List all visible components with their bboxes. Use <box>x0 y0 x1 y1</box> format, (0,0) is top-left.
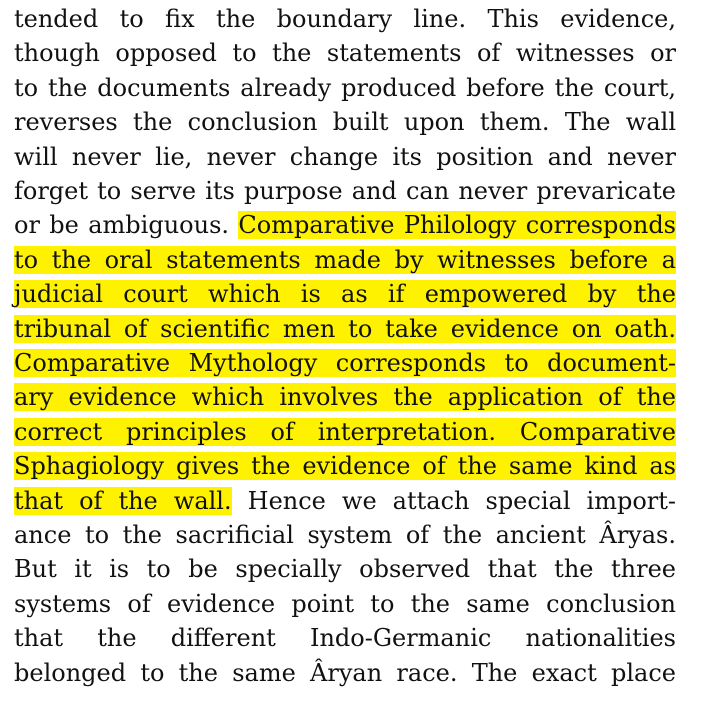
text-line <box>14 312 676 346</box>
text-segment: to the documents already produced before the court, <box>14 73 676 102</box>
highlighted-text: that of the wall. <box>14 486 232 515</box>
text-segment: forget to serve its purpose and can never prevaricate <box>14 177 676 205</box>
highlighted-text: Sphagiology gives the evidence of the same kind as <box>14 452 676 481</box>
text-line <box>14 208 676 242</box>
text-segment: though opposed to the statements of witnesses or <box>14 39 676 68</box>
text-line <box>14 518 676 552</box>
text-line <box>14 656 676 690</box>
text-segment: belonged to the same Âryan race. The exact place <box>14 658 676 687</box>
text-line <box>14 105 676 139</box>
text-line <box>14 587 676 621</box>
highlighted-text: tribunal of scientific men to take evidence on oath. <box>14 314 676 343</box>
text-line <box>14 380 676 414</box>
text-segment: tended to fix the boundary line. This evidence, <box>14 5 676 33</box>
text-line <box>14 449 676 483</box>
text-segment: But it is to be specially observed that the three <box>14 555 676 584</box>
text-line <box>14 277 676 311</box>
text-line <box>14 140 676 174</box>
text-line <box>14 621 676 655</box>
text-line <box>14 71 676 105</box>
text-line <box>14 174 676 208</box>
text-segment: or be ambiguous. <box>14 211 239 240</box>
highlighted-text: to the oral statements made by witnesses before a <box>14 245 676 274</box>
text-line <box>14 484 676 518</box>
highlighted-text: Comparative Philology corresponds <box>238 211 676 240</box>
text-line <box>14 552 676 586</box>
text-segment: will never lie, never change its position and never <box>14 142 676 171</box>
text-line <box>14 243 676 277</box>
text-line <box>14 346 676 380</box>
text-segment: Hence we attach special import- <box>231 486 676 515</box>
highlighted-text: judicial court which is as if empowered by the <box>14 280 676 309</box>
text-segment: reverses the conclusion built upon them. The wall <box>14 108 676 137</box>
highlighted-text: Comparative Mythology corresponds to document- <box>14 349 676 377</box>
text-segment: systems of evidence point to the same conclusion <box>14 589 676 618</box>
text-segment: that the different Indo-Germanic nationalities <box>14 624 676 653</box>
text-line <box>14 415 676 449</box>
highlighted-text: ary evidence which involves the application of the <box>14 383 676 412</box>
text-segment: ance to the sacrificial system of the ancient Âryas. <box>14 521 676 549</box>
highlighted-text: correct principles of interpretation. Comparative <box>14 417 676 446</box>
text-line <box>14 2 676 36</box>
text-line <box>14 36 676 70</box>
